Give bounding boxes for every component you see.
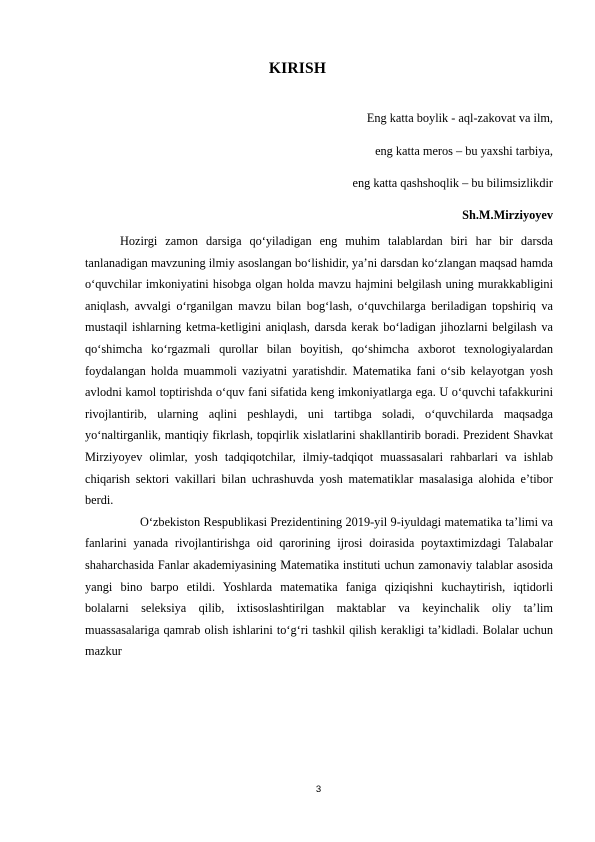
epigraph-line-2: eng katta meros – bu yaxshi tarbiya,	[375, 144, 553, 158]
epigraph-line-3: eng katta qashshoqlik – bu bilimsizlikdir	[352, 176, 553, 190]
paragraph-2: O‘zbekiston Respublikasi Prezidentining 2019-yil 9-iyuldagi matematika ta’limi va fanlarini yanada rivojlantirishga oid qarorining ijrosi doirasida poytaxtimizdagi Talabalar shaharchasida Fanlar akademiyasining Matematika instituti uchun zamonaviy talablar asosida yangi bino barpo etildi. Yoshlarda matematika faniga qiziqishni kuchaytirish, iqtidorli bolalarni seleksiya qilib, ixtisoslashtirilgan maktablar va keyinchalik oliy ta’lim muassasalariga qamrab olish ishlarini to‘g‘ri tashkil qilish kerakligi ta’kidladi. Bolalar uchun mazkur	[85, 514, 553, 659]
epigraph-line-1: Eng katta boylik - aql-zakovat va ilm,	[366, 111, 553, 125]
paragraph-1: Hozirgi zamon darsiga qo‘yiladigan eng muhim talablardan biri har bir darsda tanlanadigan mavzuning ilmiy asoslangan bo‘lishidir, ya’ni darsdan ko‘zlangan maqsad hamda o‘quvchilar imkoniyatini hisobga olgan holda mavzu hajmini belgilash uning murakkabligini aniqlash, avvalgi o‘rganilgan mavzu bilan bog‘lash, o‘quvchilarga beriladigan topshiriq va mustaqil ishlarning ketma-ketligini aniqlash, darsda kerak bo‘ladigan jihozlarni belgilash va qo‘shimcha ko‘rgazmali qurollar bilan boyitish, qo‘shimcha axborot texnologiyalardan foydalangan holda muammoli vaziyatni yaratishdir. Matematika fani o‘sib kelayotgan yosh avlodni kamol toptirishda o‘quv fani sifatida keng imkoniyatlarga ega. U o‘quvchi tafakkurini rivojlantirib, ularning aqlini peshlaydi, uni tartibga soladi, o‘quvchilarda maqsadga yo‘naltirganlik, mantiqiy fikrlash, topqirlik xislatlarini shakllantirib boradi. Prezident Shavkat Mirziyoyev olimlar, yosh tadqiqotchilar, ilmiy-tadqiqot muassasalari rahbarlari va ishlab chiqarish sektori vakillari bilan uchrashuvda yosh matematiklar masalasiga alohida e’tibor berdi.	[85, 234, 553, 508]
page-number: 3	[315, 784, 322, 795]
body-text	[85, 231, 553, 663]
page-title: KIRISH	[268, 60, 327, 77]
epigraph-author: Sh.M.Mirziyoyev	[462, 208, 553, 222]
